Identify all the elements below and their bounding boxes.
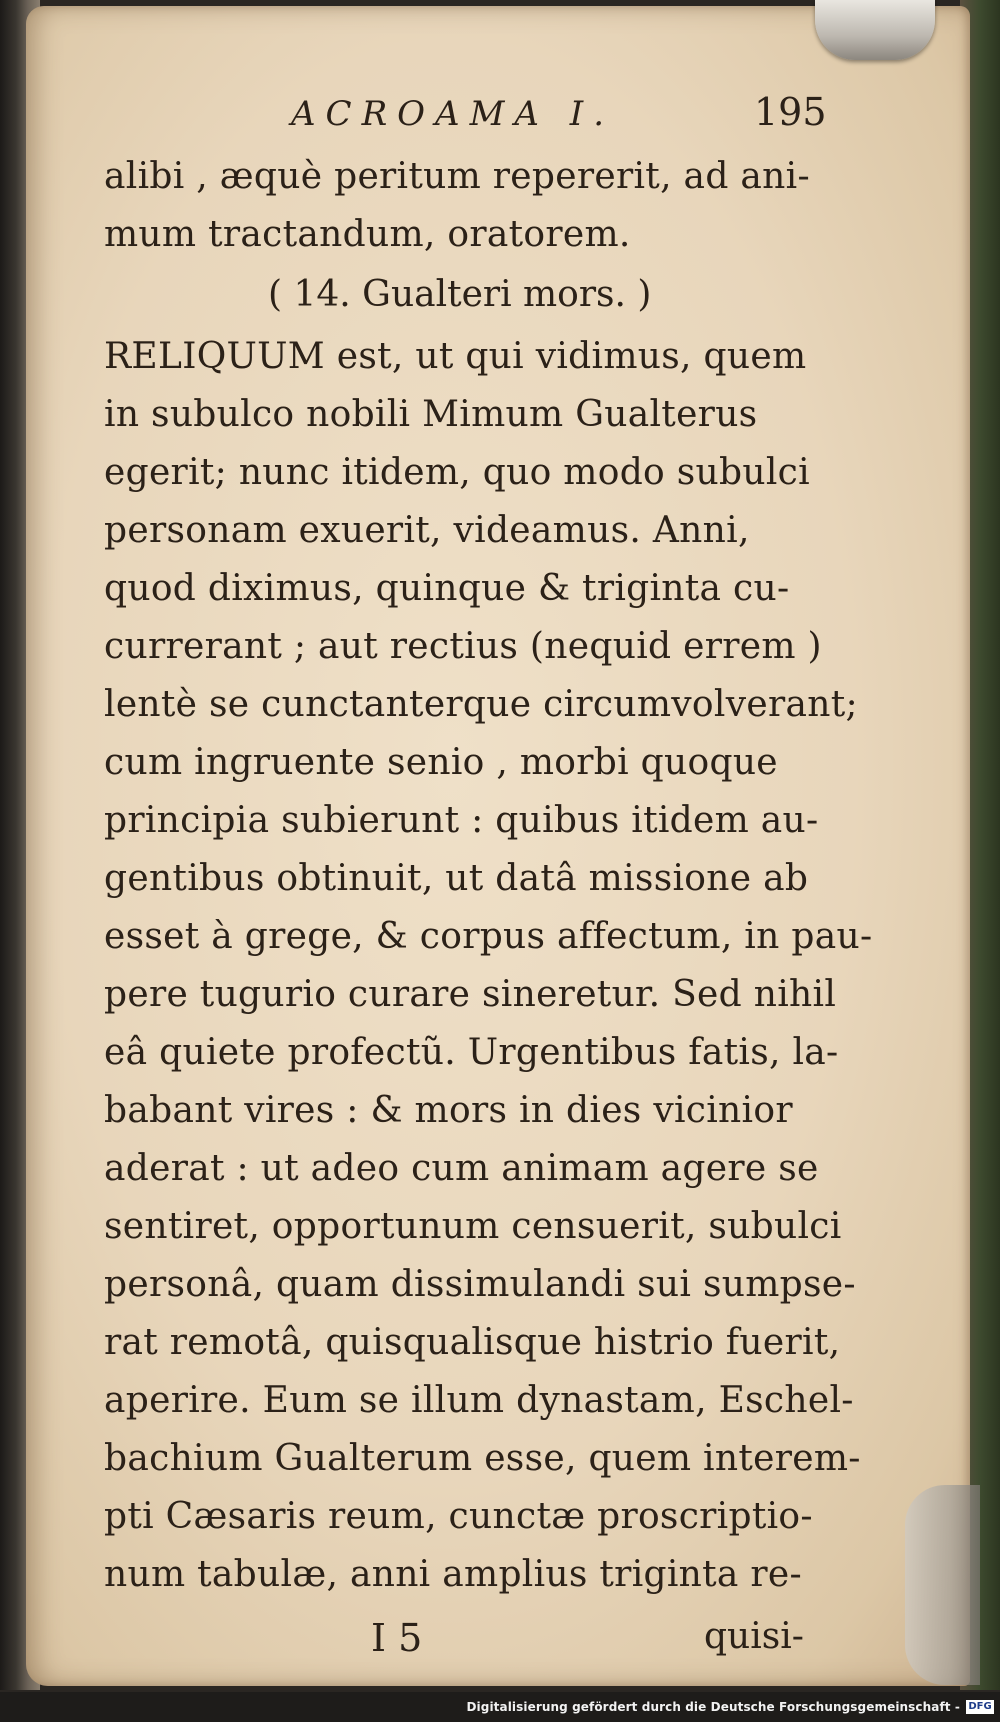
- text-line: cum ingruente senio , morbi quoque: [104, 742, 778, 783]
- text-line: rat remotâ, quisqualisque histrio fuerit,: [104, 1322, 841, 1363]
- text-line: principia subierunt : quibus itidem au-: [104, 800, 819, 841]
- text-line: in subulco nobili Mimum Gualterus: [104, 394, 758, 435]
- text-line: alibi , æquè peritum repererit, ad ani-: [104, 156, 810, 197]
- text-line: personâ, quam dissimulandi sui sumpse-: [104, 1264, 856, 1305]
- funding-credit: Digitalisierung gefördert durch die Deutsche Forschungsgemeinschaft -: [466, 1700, 960, 1714]
- running-title: ACROAMA I.: [291, 94, 615, 134]
- page-clamp-top: [815, 0, 935, 60]
- text-line: mum tractandum, oratorem.: [104, 214, 631, 255]
- signature-mark: I 5: [371, 1616, 423, 1660]
- text-line: bachium Gualterum esse, quem interem-: [104, 1438, 861, 1479]
- text-line: pti Cæsaris reum, cunctæ proscriptio-: [104, 1496, 813, 1537]
- text-line: egerit; nunc itidem, quo modo subulci: [104, 452, 810, 493]
- book-page: [26, 6, 970, 1686]
- text-line: num tabulæ, anni amplius triginta re-: [104, 1554, 802, 1595]
- text-line: eâ quiete profectũ. Urgentibus fatis, la-: [104, 1032, 839, 1073]
- text-line: aperire. Eum se illum dynastam, Eschel-: [104, 1380, 854, 1421]
- dfg-logo: DFG: [966, 1700, 994, 1714]
- page-clamp-bottom: [905, 1485, 980, 1685]
- catchword: quisi-: [704, 1616, 804, 1657]
- text-line: quod diximus, quinque & triginta cu-: [104, 568, 790, 609]
- text-line: esset à grege, & corpus affectum, in pau-: [104, 916, 873, 957]
- text-line: currerant ; aut rectius (nequid errem ): [104, 626, 822, 667]
- text-line: sentiret, opportunum censuerit, subulci: [104, 1206, 842, 1247]
- text-line: aderat : ut adeo cum animam agere se: [104, 1148, 819, 1189]
- text-line: gentibus obtinuit, ut datâ missione ab: [104, 858, 809, 899]
- section-subheading: ( 14. Gualteri mors. ): [268, 274, 652, 315]
- text-line: lentè se cunctanterque circumvolverant;: [104, 684, 858, 725]
- text-line: pere tugurio curare sineretur. Sed nihil: [104, 974, 837, 1015]
- text-line: RELIQUUM est, ut qui vidimus, quem: [104, 336, 807, 377]
- page-number: 195: [754, 90, 827, 134]
- text-line: babant vires : & mors in dies vicinior: [104, 1090, 793, 1131]
- text-line: personam exuerit, videamus. Anni,: [104, 510, 750, 551]
